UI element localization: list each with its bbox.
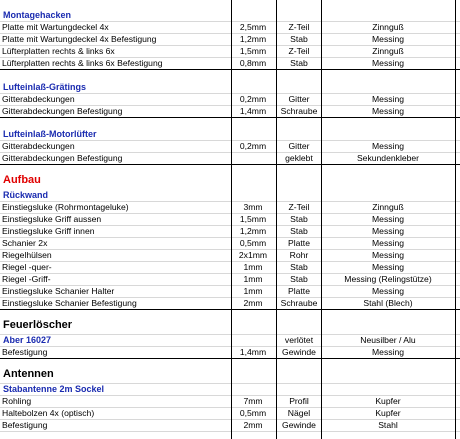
part-material: Messing xyxy=(372,238,404,248)
table-row xyxy=(0,21,460,33)
part-name: Riegel -quer- xyxy=(2,262,52,272)
part-type: Rohr xyxy=(289,250,309,260)
section-title-antennen: Antennen xyxy=(3,368,54,380)
table-row xyxy=(0,105,460,117)
table-row xyxy=(0,249,460,261)
part-type: Stab xyxy=(290,274,308,284)
part-name: Rohling xyxy=(2,396,32,406)
part-material: Messing xyxy=(372,250,404,260)
part-name: Einstiegsluke (Rohrmontageluke) xyxy=(2,202,129,212)
part-type: Gitter xyxy=(288,94,310,104)
part-type: verlötet xyxy=(284,335,314,345)
part-name: Schanier 2x xyxy=(2,238,48,248)
table-row xyxy=(0,201,460,213)
section-heading: Rückwand xyxy=(3,190,49,200)
part-size: 0,2mm xyxy=(239,94,267,104)
table-row xyxy=(0,140,460,152)
part-name: Einstiegsluke Griff innen xyxy=(2,226,95,236)
part-size: 0,5mm xyxy=(239,408,267,418)
part-size: 3mm xyxy=(243,202,263,212)
part-name: Einstiegsluke Griff aussen xyxy=(2,214,102,224)
part-type: Profil xyxy=(289,396,309,406)
part-size: 2x1mm xyxy=(238,250,268,260)
part-name: Haltebolzen 4x (optisch) xyxy=(2,408,95,418)
part-name: Gitterabdeckungen Befestigung xyxy=(2,153,123,163)
section-border xyxy=(0,164,460,165)
part-material: Zinnguß xyxy=(372,46,404,56)
part-name: Gitterabdeckungen xyxy=(2,94,75,104)
part-type: Platte xyxy=(288,238,310,248)
part-type: Z-Teil xyxy=(288,46,310,56)
part-material: Stahl xyxy=(378,420,398,430)
part-type: Gewinde xyxy=(282,347,316,357)
part-type: Gewinde xyxy=(282,420,316,430)
table-row xyxy=(0,93,460,105)
part-size: 1,4mm xyxy=(239,106,267,116)
section-title-aufbau: Aufbau xyxy=(3,174,41,186)
section-heading: Aber 16027 xyxy=(3,335,52,345)
part-type: geklebt xyxy=(285,153,313,163)
part-size: 1mm xyxy=(243,286,263,296)
part-material: Messing xyxy=(372,94,404,104)
part-type: Gitter xyxy=(288,141,310,151)
section-heading: Lufteinlaß-Motorlüfter xyxy=(3,129,97,139)
part-material: Messing xyxy=(372,262,404,272)
gridline xyxy=(0,431,460,432)
part-size: 1mm xyxy=(243,274,263,284)
part-size: 0,8mm xyxy=(239,58,267,68)
part-size: 2,5mm xyxy=(239,22,267,32)
part-material: Messing xyxy=(372,58,404,68)
part-material: Messing xyxy=(372,141,404,151)
table-row xyxy=(0,261,460,273)
part-size: 2mm xyxy=(243,298,263,308)
part-name: Lüfterplatten rechts & links 6x Befestigung xyxy=(2,58,163,68)
part-material: Kupfer xyxy=(375,396,401,406)
part-material: Sekundenkleber xyxy=(356,153,420,163)
part-material: Kupfer xyxy=(375,408,401,418)
part-type: Stab xyxy=(290,34,308,44)
part-name: Platte mit Wartungdeckel 4x Befestigung xyxy=(2,34,157,44)
part-name: Lüfterplatten rechts & links 6x xyxy=(2,46,115,56)
part-name: Gitterabdeckungen xyxy=(2,141,75,151)
part-type: Z-Teil xyxy=(288,22,310,32)
part-material: Messing xyxy=(372,226,404,236)
table-row xyxy=(0,395,460,407)
table-row xyxy=(0,273,460,285)
part-type: Stab xyxy=(290,226,308,236)
part-name: Platte mit Wartungdeckel 4x xyxy=(2,22,109,32)
section-heading: Lufteinlaß-Grätings xyxy=(3,82,86,92)
part-name: Gitterabdeckungen Befestigung xyxy=(2,106,123,116)
part-size: 0,2mm xyxy=(239,141,267,151)
part-type: Platte xyxy=(288,286,310,296)
part-material: Messing (Relingstütze) xyxy=(344,274,432,284)
table-row xyxy=(0,334,460,346)
part-material: Zinnguß xyxy=(372,202,404,212)
part-size: 1,4mm xyxy=(239,347,267,357)
part-name: Befestigung xyxy=(2,420,48,430)
table-row xyxy=(0,419,460,431)
section-heading: Montagehacken xyxy=(3,10,72,20)
section-border xyxy=(0,309,460,310)
part-size: 1mm xyxy=(243,262,263,272)
section-heading: Stabantenne 2m Sockel xyxy=(3,384,105,394)
table-row xyxy=(0,213,460,225)
section-border xyxy=(0,69,460,70)
part-name: Riegel -Griff- xyxy=(2,274,51,284)
part-name: Riegelhülsen xyxy=(2,250,52,260)
part-type: Stab xyxy=(290,262,308,272)
part-material: Messing xyxy=(372,347,404,357)
part-material: Messing xyxy=(372,34,404,44)
part-size: 0,5mm xyxy=(239,238,267,248)
table-row xyxy=(0,57,460,69)
part-size: 2mm xyxy=(243,420,263,430)
part-name: Befestigung xyxy=(2,347,48,357)
table-row xyxy=(0,45,460,57)
table-row xyxy=(0,225,460,237)
section-title-feuerloescher: Feuerlöscher xyxy=(3,319,73,331)
section-border xyxy=(0,117,460,118)
part-size: 1,2mm xyxy=(239,34,267,44)
part-size: 7mm xyxy=(243,396,263,406)
part-material: Stahl (Blech) xyxy=(363,298,413,308)
part-material: Messing xyxy=(372,286,404,296)
part-size: 1,5mm xyxy=(239,214,267,224)
table-row xyxy=(0,346,460,358)
part-name: Einstiegsluke Schanier Befestigung xyxy=(2,298,137,308)
part-material: Messing xyxy=(372,106,404,116)
table-row xyxy=(0,33,460,45)
table-row xyxy=(0,285,460,297)
part-material: Zinnguß xyxy=(372,22,404,32)
part-size: 1,5mm xyxy=(239,46,267,56)
table-row xyxy=(0,407,460,419)
part-type: Z-Teil xyxy=(288,202,310,212)
part-type: Schraube xyxy=(280,106,318,116)
table-row xyxy=(0,297,460,309)
part-size xyxy=(231,152,275,164)
part-type: Nägel xyxy=(287,408,311,418)
section-border xyxy=(0,358,460,359)
part-material: Neusilber / Alu xyxy=(360,335,416,345)
table-row xyxy=(0,237,460,249)
part-size: 1,2mm xyxy=(239,226,267,236)
table-row xyxy=(0,152,460,164)
part-type: Schraube xyxy=(280,298,318,308)
part-name: Einstiegsluke Schanier Halter xyxy=(2,286,115,296)
part-type: Stab xyxy=(290,214,308,224)
part-material: Messing xyxy=(372,214,404,224)
part-type: Stab xyxy=(290,58,308,68)
